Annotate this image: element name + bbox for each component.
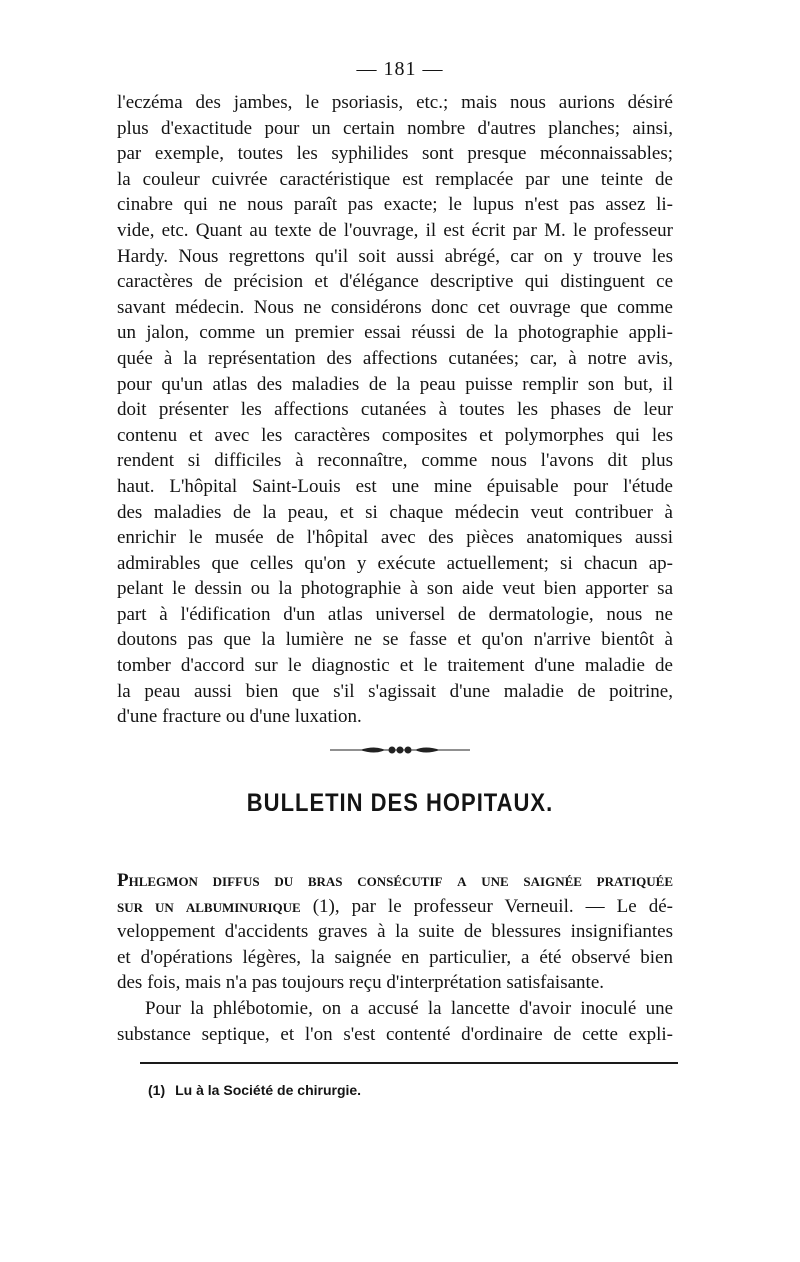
footnote-text: Lu à la Société de chirurgie. — [175, 1082, 362, 1098]
text-line: cinabre qui ne nous paraît pas exacte; le lupus n'est pas assez li- — [117, 194, 673, 216]
text-line: doutons pas que la lumière ne se fasse et qu'on n'arrive bientôt à — [117, 629, 673, 651]
ornament-divider — [330, 742, 470, 758]
text-line: admirables que celles qu'on y exécute actuellement; si chacun ap- — [117, 552, 673, 574]
article-paragraph — [117, 868, 673, 1047]
text-line: un jalon, comme un premier essai réussi de la photographie appli- — [117, 322, 673, 344]
text-line: savant médecin. Nous ne considérons donc cet ouvrage que comme — [117, 296, 673, 318]
text-line: des fois, mais n'a pas toujours reçu d'interprétation satisfaisante. — [117, 972, 604, 994]
section-heading: BULLETIN DES HOPITAUX. — [246, 788, 554, 817]
text-line: la couleur cuivrée caractéristique est remplacée par une teinte de — [117, 168, 673, 190]
text-line: part à l'édification d'un atlas universel de dermatologie, nous ne — [117, 603, 673, 625]
article-author-line: (1), par le professeur Verneuil. — Le dé- — [300, 895, 673, 917]
text-line: plus d'exactitude pour un certain nombre d'autres planches; ainsi, — [117, 117, 673, 139]
text-line: l'eczéma des jambes, le psoriasis, etc.; mais nous aurions désiré — [117, 92, 673, 113]
text-line: et d'opérations légères, la saignée en particulier, a été observé bien — [117, 946, 673, 968]
text-line: d'une fracture ou d'une luxation. — [117, 706, 362, 728]
text-line: enrichir le musée de l'hôpital avec des pièces anatomiques aussi — [117, 527, 673, 549]
text-line: doit présenter les affections cutanées à toutes les phases de leur — [117, 399, 673, 421]
text-line: quée à la représentation des affections cutanées; car, à notre avis, — [117, 347, 673, 369]
footnote — [148, 1082, 361, 1098]
text-line: par exemple, toutes les syphilides sont presque méconnaissables; — [117, 143, 673, 165]
text-line: haut. L'hôpital Saint-Louis est une mine épuisable pour l'étude — [117, 475, 673, 497]
page-number: — 181 — — [356, 58, 444, 80]
text-line: Hardy. Nous regrettons qu'il soit aussi abrégé, car on y trouve les — [117, 245, 673, 267]
text-line: tomber d'accord sur le diagnostic et le traitement d'une maladie de — [117, 655, 673, 677]
footnote-divider — [140, 1062, 678, 1064]
text-line: pelant le dessin ou la photographie à son aide veut bien apporter sa — [117, 578, 673, 600]
text-line — [117, 894, 673, 920]
text-line: Pour la phlébotomie, on a accusé la lancette d'avoir inoculé une — [145, 997, 673, 1019]
text-line: pour qu'un atlas des maladies de la peau puisse remplir son but, il — [117, 373, 673, 395]
text-line: la peau aussi bien que s'il s'agissait d'une maladie de poitrine, — [117, 680, 673, 702]
text-line: vide, etc. Quant au texte de l'ouvrage, il est écrit par M. le professeur — [117, 219, 673, 241]
text-line: rendent si difficiles à reconnaître, comme nous l'avons dit plus — [117, 450, 673, 472]
text-line: des maladies de la peau, et si chaque médecin veut contribuer à — [117, 501, 673, 523]
text-line: contenu et avec les caractères composites et polymorphes qui les — [117, 424, 673, 446]
body-paragraph — [117, 90, 673, 730]
article-title-continued: sur un albuminurique — [117, 895, 301, 917]
footnote-marker: (1) — [148, 1082, 166, 1098]
text-line: substance septique, et l'on s'est contenté d'ordinaire de cette expli- — [117, 1023, 673, 1045]
text-line: veloppement d'accidents graves à la suite de blessures insignifiantes — [117, 921, 673, 943]
article-title: Phlegmon diffus du bras consécutif a une saignée pratiquée — [117, 870, 673, 891]
text-line: caractères de précision et d'élégance descriptive qui distinguent ce — [117, 271, 673, 293]
